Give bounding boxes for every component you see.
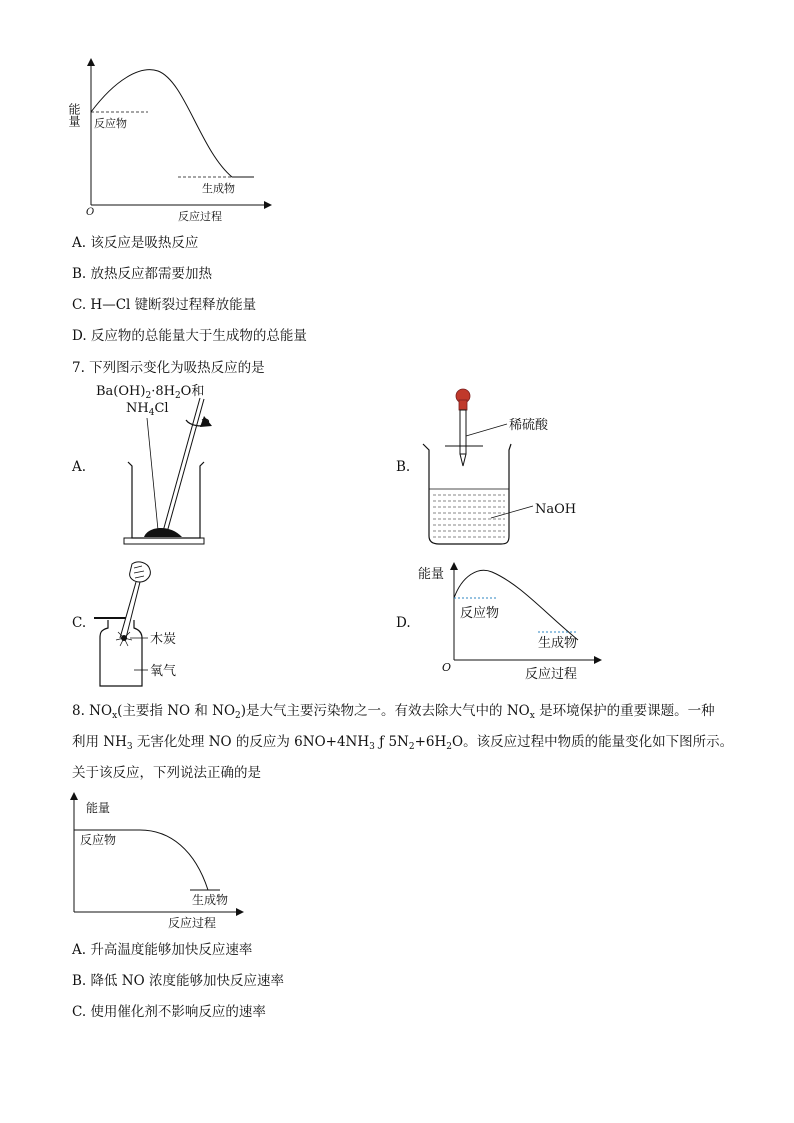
neutralization-figure (415, 386, 595, 551)
energy-diagram-q8 (60, 790, 250, 930)
q6-option-d: D. 反应物的总能量大于生成物的总能量 (72, 328, 307, 344)
origin-label: O (442, 661, 452, 674)
q7-c-letter: C. (72, 615, 87, 631)
product-label: 生成物 (202, 182, 235, 195)
base-pointer (491, 506, 533, 518)
q7-stem: 7. 下列图示变化为吸热反应的是 (72, 360, 265, 376)
beaker-outline (423, 444, 511, 544)
base-label: NaOH (535, 502, 577, 517)
q7-a-reagent-line2: $NH_4Cl$ (126, 401, 169, 418)
q7-d-letter: D. (396, 615, 411, 631)
product-label: 生成物 (538, 636, 578, 651)
q8-line3: 关于该反应，下列说法正确的是 (72, 765, 261, 781)
stirring-rod (162, 398, 200, 535)
q6-option-a: A. 该反应是吸热反应 (72, 235, 199, 251)
q8-option-a: A. 升高温度能够加快反应速率 (72, 942, 253, 958)
reactant-label: 反应物 (460, 606, 500, 621)
beaker-stirring-figure (120, 390, 220, 550)
oxygen-label: 氧气 (150, 664, 177, 679)
q7-a-reagent-line1: $Ba(OH)_2\cdot 8H_2O$和 (96, 384, 205, 401)
q8-option-b: B. 降低 NO 浓度能够加快反应速率 (72, 973, 284, 989)
reactant-label: 反应物 (80, 833, 117, 847)
charcoal-label: 木炭 (150, 632, 177, 647)
dropper-bulb-neck (459, 400, 467, 410)
q6-option-c: C. H—Cl 键断裂过程释放能量 (72, 297, 257, 313)
dropper-tube (460, 410, 466, 454)
q6-option-b: B. 放热反应都需要加热 (72, 266, 213, 282)
q7-a-letter: A. (72, 459, 87, 475)
charcoal-piece (121, 635, 127, 641)
energy-diagram-1 (60, 55, 290, 230)
stirring-rod-edge (166, 399, 204, 536)
gas-bottle (100, 620, 142, 686)
q7-b-letter: B. (396, 459, 411, 475)
x-axis-label: 反应过程 (168, 916, 217, 930)
x-axis-label: 反应过程 (525, 667, 578, 682)
base-plate (124, 538, 204, 544)
pointer-line (147, 418, 158, 530)
q8-line1: 8. $NO_x$(主要指 NO 和 $NO_2$)是大气主要污染物之一。有效去除大气中的 $NO_x$ 是环境保护的重要课题。一种 (72, 703, 715, 721)
rotation-arrowhead (200, 416, 212, 427)
y-axis-label: 能量 (418, 567, 445, 582)
q8-line2: 利用 $NH_3$ 无害化处理 NO 的反应为 $6NO+4NH_3$ ƒ $5N_2+6H_2O$。该反应过程中物质的能量变化如下图所示。 (72, 734, 734, 752)
y-axis-label: 能量 (86, 801, 111, 815)
fingers (134, 566, 144, 578)
acid-pointer (466, 424, 507, 436)
y-axis-label: 能量 (67, 103, 81, 127)
beaker-outline (128, 462, 204, 538)
product-label: 生成物 (192, 893, 229, 907)
charcoal-burning-figure (90, 558, 200, 690)
origin-label: O (86, 207, 95, 218)
acid-label: 稀硫酸 (509, 418, 549, 433)
liquid-surface (430, 489, 508, 543)
x-axis-label: 反应过程 (178, 210, 222, 223)
liquid-hatch (433, 495, 505, 537)
dropper-tip (460, 454, 466, 466)
solid-mixture (144, 528, 182, 537)
energy-diagram-d (410, 558, 610, 688)
q8-option-c: C. 使用催化剂不影响反应的速率 (72, 1004, 266, 1020)
reactant-label: 反应物 (94, 117, 127, 130)
